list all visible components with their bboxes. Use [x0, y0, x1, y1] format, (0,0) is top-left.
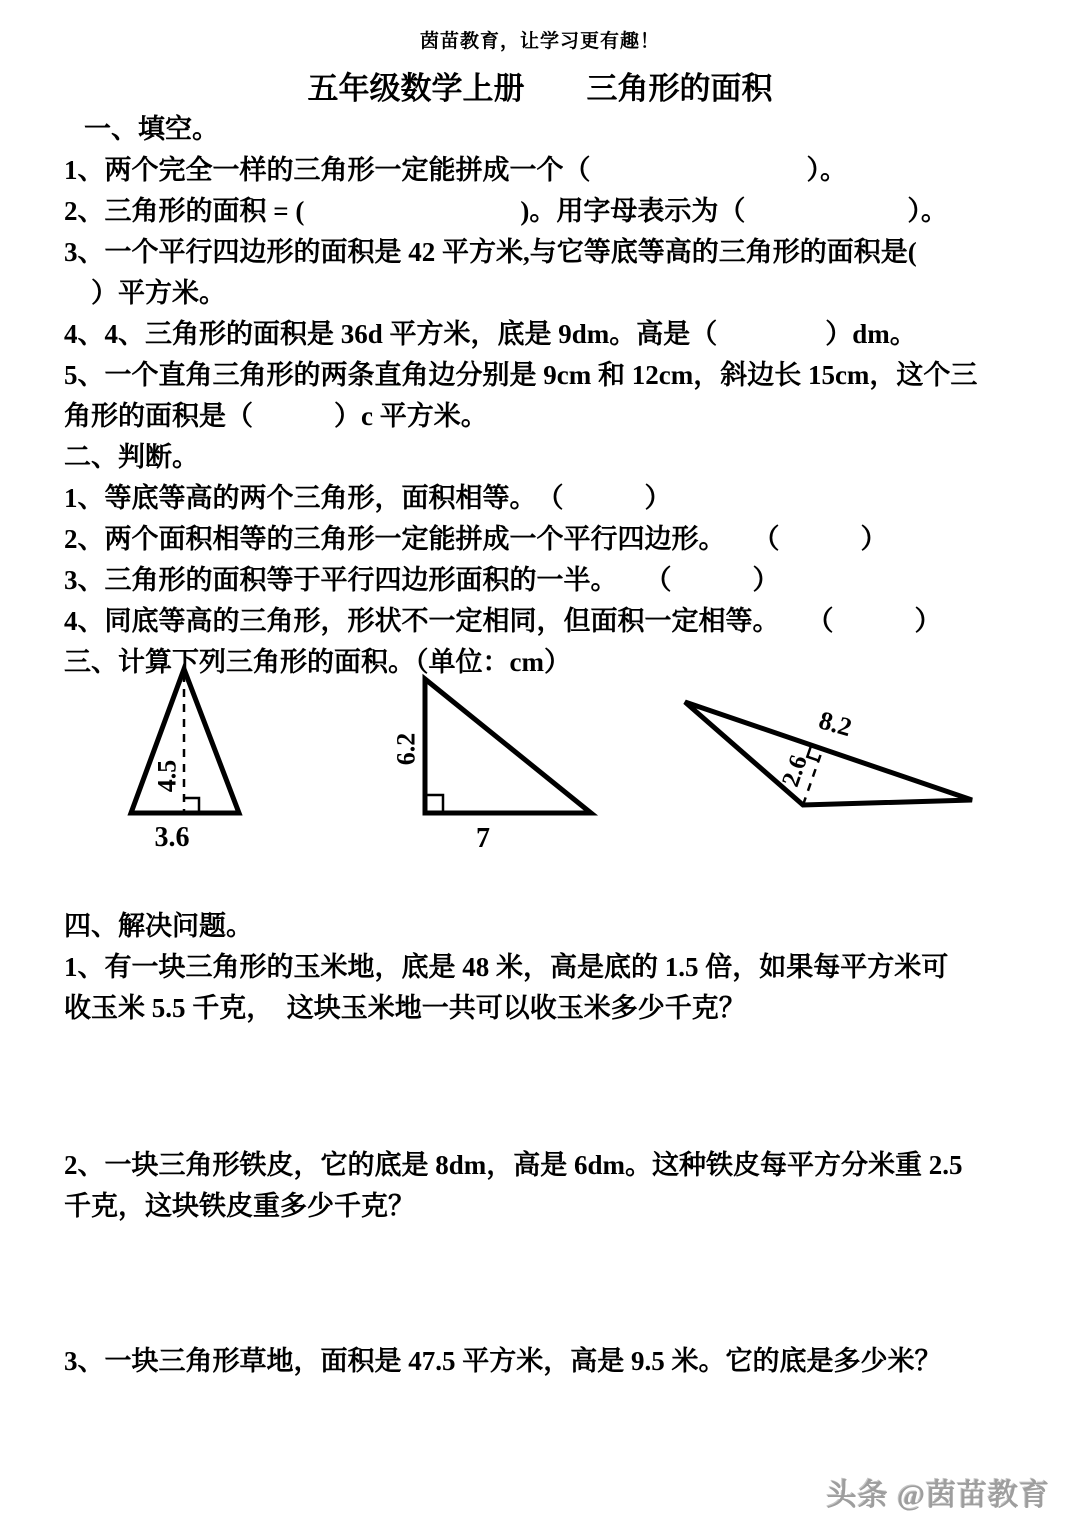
fill-item-2: 2、三角形的面积 = ( )。用字母表示为（ ）。 — [64, 196, 948, 226]
triangle3-side-label: 8.2 — [815, 705, 855, 743]
triangle1-base-label: 3.6 — [154, 822, 190, 853]
fill-item-3-cont: ）平方米。 — [64, 278, 226, 308]
solve-item-1-cont: 收玉米 5.5 千克， 这块玉米地一共可以收玉米多少千克？ — [64, 993, 746, 1023]
triangle2-height-label: 6.2 — [391, 732, 421, 766]
triangle2-outline — [425, 679, 591, 813]
fill-item-4: 4、4、三角形的面积是 36d 平方米，底是 9dm。高是（ ）dm。 — [64, 319, 917, 349]
triangle-figure-1 — [131, 669, 239, 853]
triangle2-right-angle-mark — [425, 795, 443, 813]
triangle-figures-row — [0, 656, 1080, 881]
judge-item-2: 2、两个面积相等的三角形一定能拼成一个平行四边形。 （ ） — [64, 524, 888, 554]
triangle3-height-label: 2.6 — [777, 751, 813, 791]
fill-item-5: 5、一个直角三角形的两条直角边分别是 9cm 和 12cm，斜边长 15cm，这个三 — [64, 360, 978, 390]
section-calc-heading: 三、计算下列三角形的面积。（单位：cm） — [64, 647, 571, 677]
worksheet-body — [0, 109, 1080, 1382]
section-fill-heading: 一、填空。 — [84, 114, 219, 144]
solve-item-2-cont: 千克，这块铁皮重多少千克？ — [64, 1191, 415, 1221]
site-slogan: 茵苗教育，让学习更有趣！ — [419, 31, 660, 52]
fill-item-3: 3、一个平行四边形的面积是 42 平方米,与它等底等高的三角形的面积是( — [64, 237, 917, 267]
fill-item-5-cont: 角形的面积是（ ）c 平方米。 — [64, 401, 488, 431]
toutiao-watermark: 头条 @茵苗教育 — [826, 1479, 1050, 1512]
section-judge-heading: 二、判断。 — [64, 442, 199, 472]
judge-item-3: 3、三角形的面积等于平行四边形面积的一半。 （ ） — [64, 565, 780, 595]
triangle-figure-3 — [685, 702, 972, 805]
triangle-figures-svg — [0, 656, 1080, 881]
triangle1-height-label: 4.5 — [152, 759, 182, 793]
triangle-figure-2 — [392, 679, 592, 854]
section-solve-heading: 四、解决问题。 — [64, 911, 253, 941]
judge-item-4: 4、同底等高的三角形，形状不一定相同，但面积一定相等。 （ ） — [64, 606, 942, 636]
solve-item-2: 2、一块三角形铁皮，它的底是 8dm，高是 6dm。这种铁皮每平方分米重 2.5 — [64, 1150, 963, 1180]
fill-item-1: 1、两个完全一样的三角形一定能拼成一个（ ）。 — [64, 155, 847, 185]
page-title: 五年级数学上册 三角形的面积 — [307, 71, 773, 106]
solve-item-1: 1、有一块三角形的玉米地，底是 48 米，高是底的 1.5 倍，如果每平方米可 — [64, 952, 949, 982]
triangle2-base-label: 7 — [476, 823, 490, 854]
judge-item-1: 1、等底等高的两个三角形，面积相等。 （ ） — [64, 483, 672, 513]
solve-item-3: 3、一块三角形草地，面积是 47.5 平方米，高是 9.5 米。它的底是多少米？ — [64, 1346, 942, 1376]
